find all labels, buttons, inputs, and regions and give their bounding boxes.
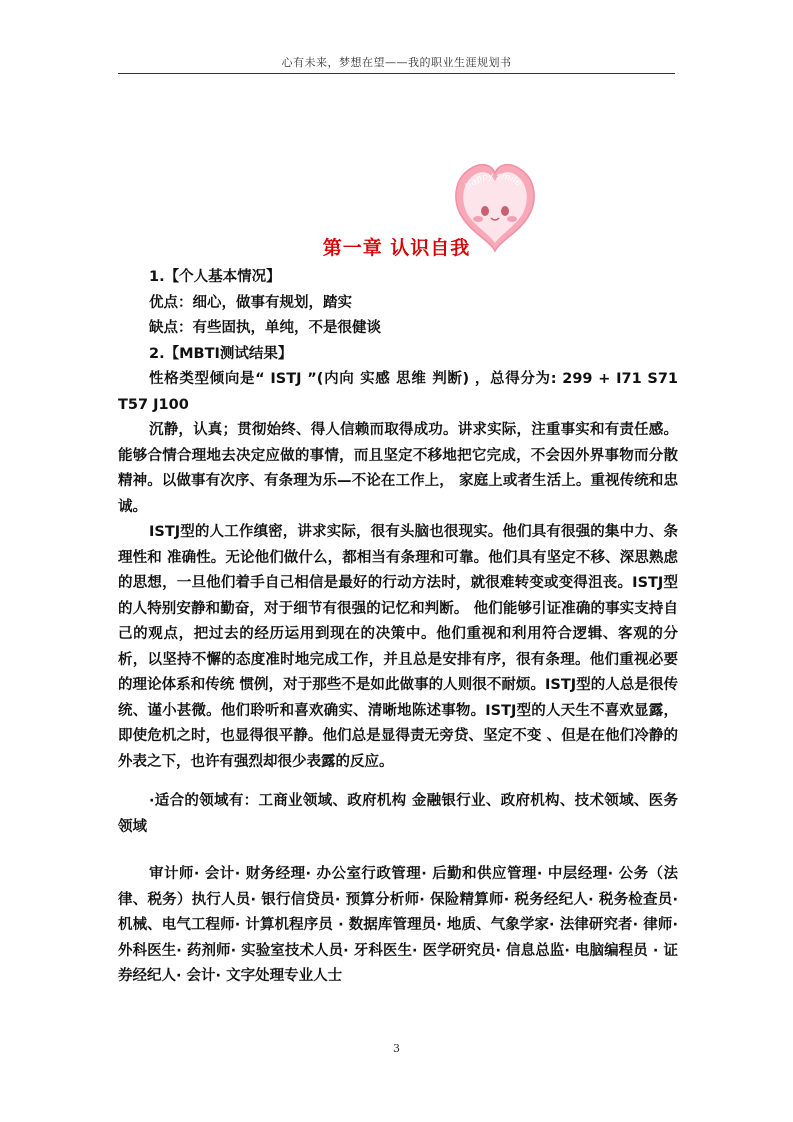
mbti-paragraph-1: 沉静，认真；贯彻始终、得人信赖而取得成功。讲求实际，注重事实和有责任感。能够合情合理地去决定应做的事情，而且坚定不移地把它完成，不会因外界事物而分散精神。以做事有次序、有条理为乐—不论在工作上， 家庭上或者生活上。重视传统和忠诚。 <box>118 422 678 515</box>
section2-heading: 2.【MBTI测试结果】 <box>149 345 293 362</box>
document-body <box>118 265 678 990</box>
chapter-title: 第一章 认识自我 <box>322 237 471 259</box>
header-rule <box>118 73 675 74</box>
suitable-fields: ·适合的领域有：工商业领域、政府机构 金融银行业、政府机构、技术领域、医务领域 <box>118 793 678 835</box>
section1-heading: 1.【个人基本情况】 <box>149 269 281 285</box>
sticker-text: happy smile <box>463 171 523 192</box>
mbti-result: 性格类型倾向是“ ISTJ ”(内向 实感 思维 判断) ，总得分为: 299 + I71 S71 T57 J100 <box>118 371 678 413</box>
weaknesses-line: 缺点：有些固执，单纯，不是很健谈 <box>149 320 381 336</box>
spacer <box>118 775 678 789</box>
mbti-paragraph-2: ISTJ型的人工作缜密，讲求实际，很有头脑也很现实。他们具有很强的集中力、条理性和 准确性。无论他们做什么，都相当有条理和可靠。他们具有坚定不移、深思熟虑的思想，一旦他们着手自己相信是最好的行动方法时，就很难转变或变得沮丧。ISTJ型的人特别安静和勤奋，对于细节有很强的记忆和判断。 他们能够引证准确的事实支持自己的观点，把过去的经历运用到现在的决策中。他们重视和利用符合逻辑、客观的分析，以坚持不懈的态度准时地完成工作，并且总是安排有序，很有条理。他们重视必要的理论体系和传统 惯例，对于那些不是如此做事的人则很不耐烦。ISTJ型的人总是很传统、谨小甚微。他们聆听和喜欢确实、清晰地陈述事物。ISTJ型的人天生不喜欢显露，即使危机之时，也显得很平静。他们总是显得责无旁贷、坚定不变 、但是在他们冷静的外表之下，也许有强烈却很少表露的反应。 <box>118 524 678 770</box>
spacer <box>118 840 678 862</box>
running-header: 心有未来，梦想在望——我的职业生涯规划书 <box>281 56 512 69</box>
career-list: 审计师· 会计· 财务经理· 办公室行政管理· 后勤和供应管理· 中层经理· 公务（法律、税务）执行人员· 银行信贷员· 预算分析师· 保险精算师· 税务经纪人· 税务检查员· 机械、电气工程师· 计算机程序员 · 数据库管理员· 地质、气象学家· 法律研究者· 律师· 外科医生· 药剂师· 实验室技术人员· 牙科医生· 医学研究员· 信息总监· 电脑编程员 · 证券经纪人· 会计· 文字处理专业人士 <box>118 866 678 984</box>
page-number: 3 <box>393 1042 400 1055</box>
strengths-line: 优点：细心，做事有规划，踏实 <box>149 294 352 311</box>
